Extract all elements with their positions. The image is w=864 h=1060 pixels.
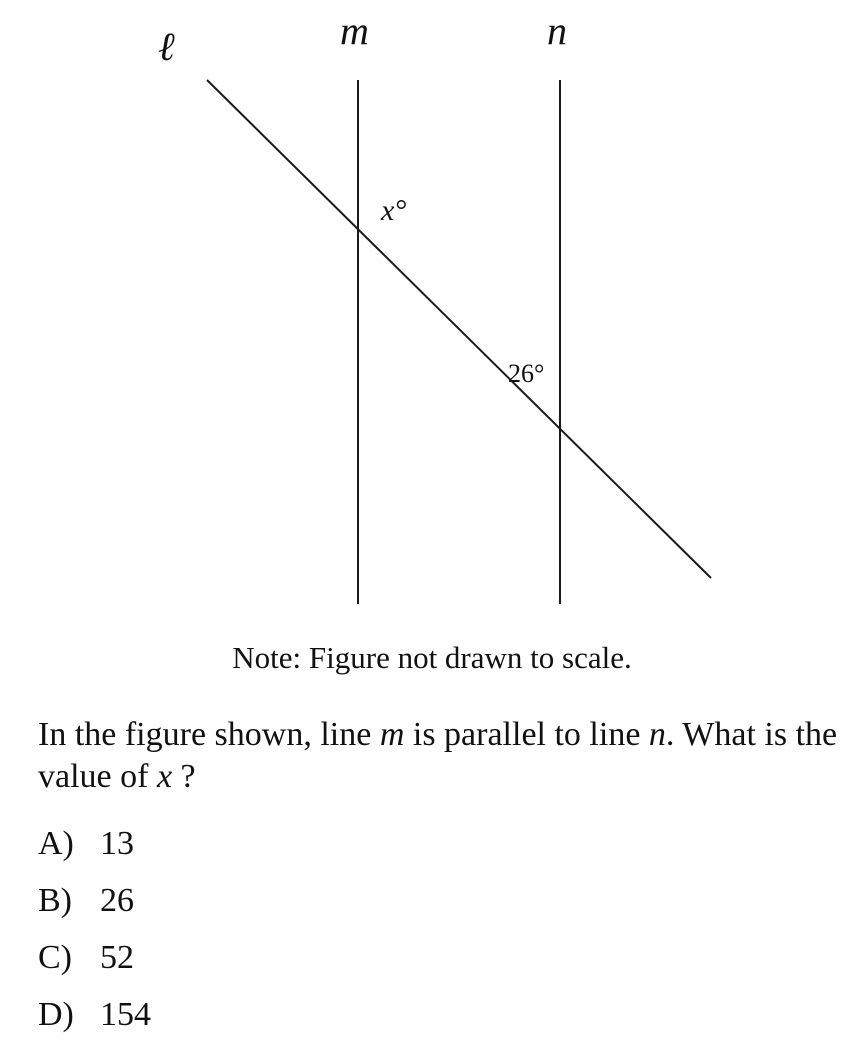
label-angle-x: x° [381, 194, 407, 227]
choice-value: 13 [100, 825, 134, 862]
question-part: In the figure shown, line [38, 716, 380, 753]
choice-c[interactable] [38, 936, 151, 993]
choice-a[interactable] [38, 822, 151, 879]
label-angle-26: 26° [508, 359, 545, 388]
choice-letter: A) [38, 825, 74, 862]
choice-b[interactable] [38, 879, 151, 936]
choice-value: 26 [100, 882, 134, 919]
figure-note: Note: Figure not drawn to scale. [232, 640, 632, 675]
label-line-n: n [547, 8, 567, 53]
question-part: . What is the value of [38, 716, 838, 795]
variable-n: n [648, 716, 666, 753]
choice-letter: C) [38, 939, 72, 976]
variable-x: x [156, 758, 173, 795]
question-part: is parallel to line [404, 716, 649, 753]
question-text [38, 714, 848, 798]
label-line-m: m [340, 8, 369, 53]
variable-m: m [379, 716, 405, 753]
choice-d[interactable] [38, 993, 151, 1050]
choice-letter: D) [38, 996, 74, 1033]
label-line-l: ℓ [158, 24, 175, 69]
line-l [207, 80, 711, 578]
choice-value: 154 [100, 996, 151, 1033]
answer-choices [38, 822, 151, 1050]
question-part: ? [172, 758, 196, 795]
choice-letter: B) [38, 882, 72, 919]
choice-value: 52 [100, 939, 134, 976]
